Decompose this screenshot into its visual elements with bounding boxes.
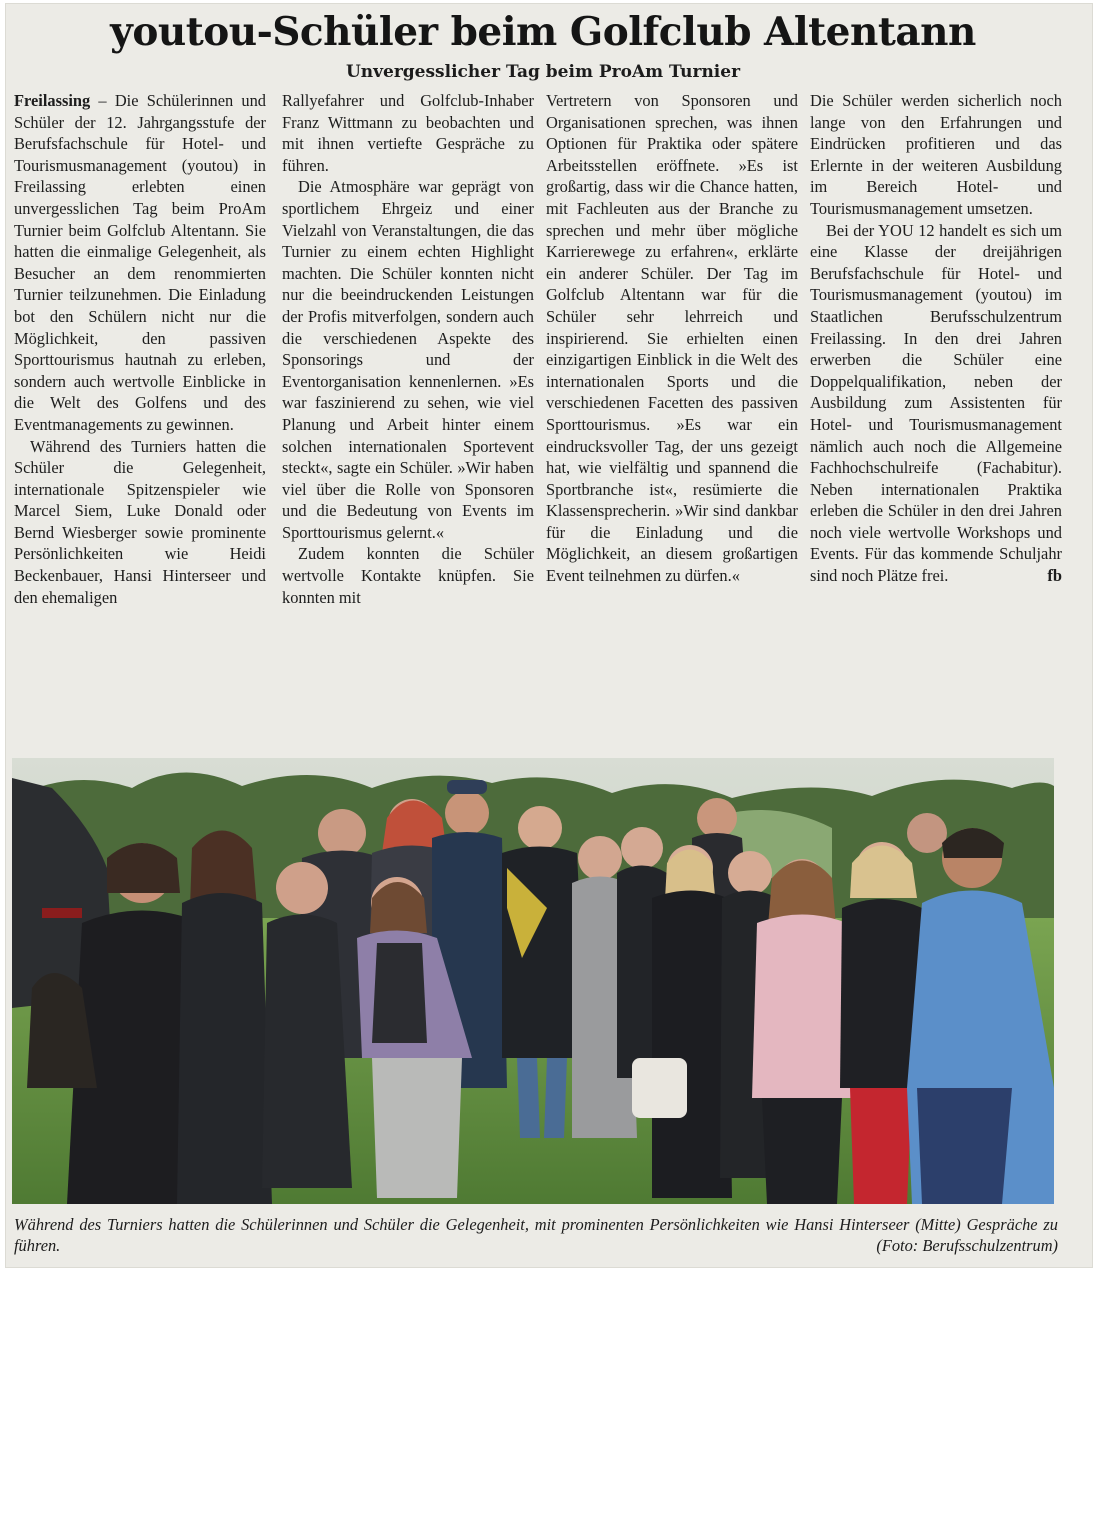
paragraph-text: Bei der YOU 12 handelt es sich um eine Klasse der dreijährigen Berufsfachschule für Hotel- und Tourismusmanagement (youtou) im Staatlichen Berufsschulzentrum Freilassing. In den drei Jahren erwerben die Schüler eine Doppelqualifikation, neben der Ausbildung zum Assistenten für Hotel- und Tourismusmanagement nämlich auch noch die Allgemeine Fachhochschulreife (Fachabitur). Neben internationalen Praktika erleben die Schüler in den drei Jahren noch viele wertvolle Workshops und Events. Für das kommende Schuljahr sind noch Plätze frei. (810, 220, 1062, 586)
article-column-2 (282, 90, 534, 608)
article-column-1 (14, 90, 266, 608)
group-photo-illustration (12, 758, 1054, 1204)
group-photo (12, 758, 1054, 1204)
article-headline: youtou-Schüler beim Golfclub Altentann (110, 9, 976, 55)
paragraph-text: – Die Schülerinnen und Schüler der 12. Jahrgangsstufe der Berufsfachschule für Hotel- und Tourismusmanagement (youtou) in Freilassing erlebten einen unvergesslichen Tag beim ProAm Turnier beim Golfclub Altentann. Sie hatten die einmalige Gelegenheit, als Besucher an dem renommierten Turnier teilzunehmen. Die Einladung bot den Schülern nicht nur die Möglichkeit, den passiven Sporttourismus hautnah zu erleben, sondern auch wertvolle Einblicke in die Welt des Golfens und des Eventmanagements zu gewinnen. (14, 91, 266, 434)
paragraph: Die Schüler werden sicherlich noch lange von den Erfahrungen und Eindrücken profitieren und das Erlernte in der weiteren Ausbildung im Bereich Hotel- und Tourismusmanagement umsetzen. (810, 91, 1062, 218)
paragraph: Die Atmosphäre war geprägt von sportlichem Ehrgeiz und einer Vielzahl von Veranstaltungen, die das Turnier zu einem echten Highlight machten. Die Schüler konnten nicht nur die beeindruckenden Leistungen der Profis mitverfolgen, sondern auch die verschiedenen Aspekte des Sponsorings und der Eventorganisation kennenlernen. »Es war faszinierend zu sehen, wie viel Planung und Arbeit hinter einem solchen internationalen Sportevent steckt«, sagte ein Schüler. »Wir haben viel über die Rolle von Sponsoren und die Bedeutung von Events im Sporttourismus gelernt.« (282, 177, 534, 542)
dateline: Freilassing (14, 91, 91, 110)
article-subheadline: Unvergesslicher Tag beim ProAm Turnier (345, 62, 741, 82)
photo-credit: (Foto: Berufsschulzentrum) (876, 1236, 1058, 1255)
paragraph: Vertretern von Sponsoren und Organisationen sprechen, was ihnen Optionen für Praktika oder spätere Arbeitsstellen eröffnete. »Es ist großartig, dass wir die Chance hatten, mit Fachleuten aus der Branche zu sprechen und mehr über mögliche Karrierewege zu erfahren«, erklärte ein anderer Schüler. Der Tag im Golfclub Altentann war für die Schüler sehr lehrreich und inspirierend. Sie erhielten einen einzigartigen Einblick in die Welt des internationalen Sports und die verschiedenen Facetten des passiven Sporttourismus. »Es war ein eindrucksvoller Tag, der uns gezeigt hat, wie vielfältig und spannend die Sportbranche ist«, resümierte die Klassensprecherin. »Wir sind dankbar für die Einladung und die Möglichkeit, an diesem großartigen Event teilnehmen zu dürfen.« (546, 91, 798, 586)
caption-text: Während des Turniers hatten die Schülerinnen und Schüler die Gelegenheit, mit prominenten Persönlichkeiten wie Hansi Hinterseer (Mitte) Gespräche zu führen. (14, 1215, 1058, 1255)
paragraph (14, 90, 266, 436)
author-signature: fb (1047, 566, 1062, 586)
photo-caption (14, 1214, 1058, 1256)
newspaper-clipping (6, 4, 1092, 1267)
article-column-3 (546, 90, 798, 587)
paragraph: Rallyefahrer und Golfclub-Inhaber Franz Wittmann zu beobachten und mit ihnen vertiefte Gespräche zu führen. (282, 91, 534, 175)
paragraph: Zudem konnten die Schüler wertvolle Kontakte knüpfen. Sie konnten mit (282, 544, 534, 607)
paragraph (810, 220, 1062, 587)
article-column-4 (810, 90, 1062, 587)
paragraph: Während des Turniers hatten die Schüler die Gelegenheit, internationale Spitzenspieler wie Marcel Siem, Luke Donald oder Bernd Wiesberger sowie prominente Persönlichkeiten wie Heidi Beckenbauer, Hansi Hinterseer und den ehemaligen (14, 436, 266, 607)
